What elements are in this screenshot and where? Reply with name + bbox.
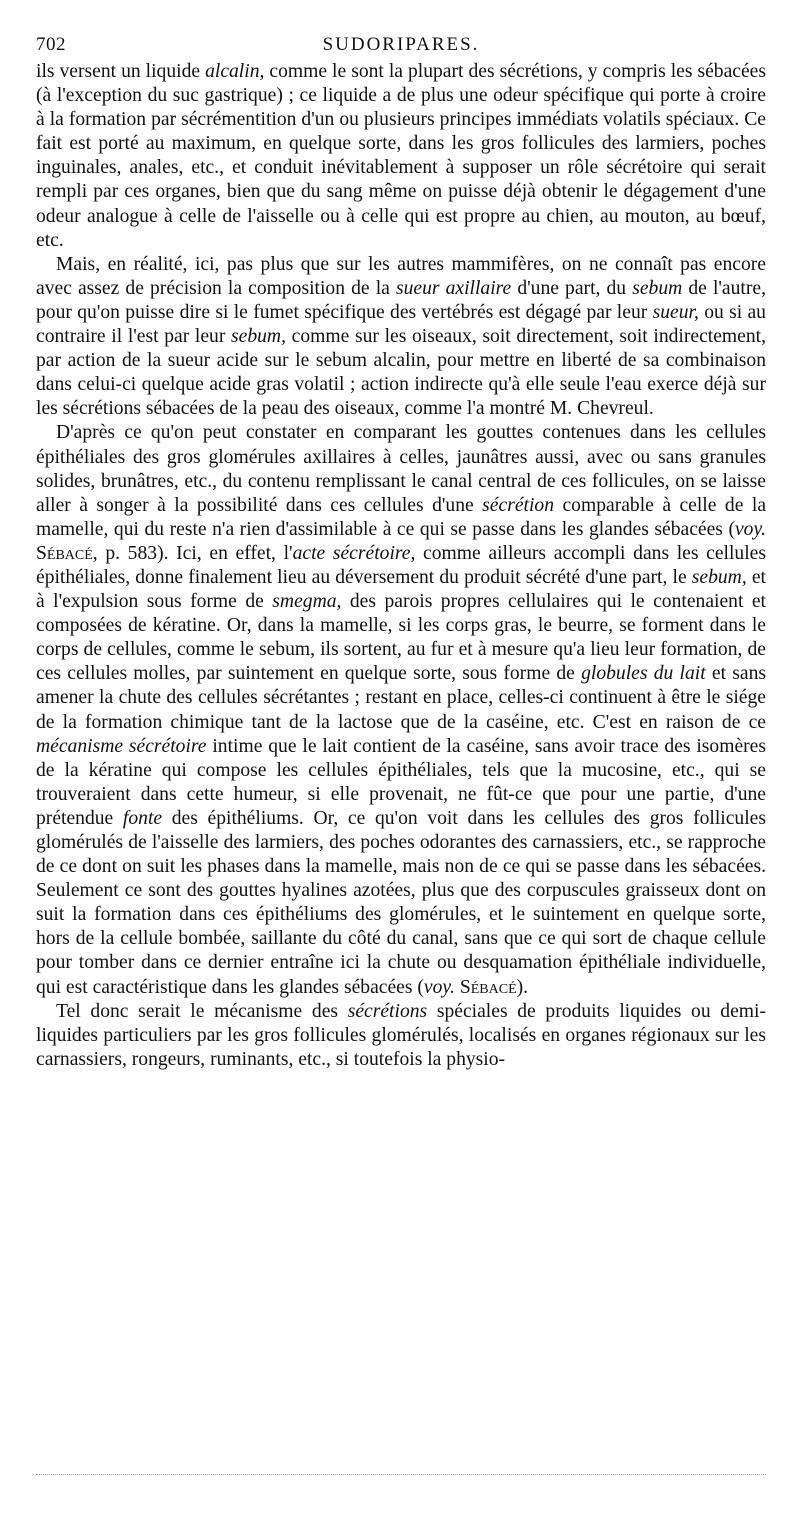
text-run: comme sur les oiseaux, soit directement, soit indirectement, par action de la sueur acide sur le sebum alcalin, pour mettre en liberté de sa combinaison dans celui-ci quelque acide gras volatil ; action indirecte qu'à elle seule l'eau exerce déjà sur les sécrétions sébacées de la peau des oiseaux, comme l'a montré M. Chevreul. xyxy=(36,326,766,420)
italic-text: voy. xyxy=(423,976,455,998)
text-run: et sans amener la chute des cellules sécrétantes ; restant en place, celles-ci continuent à être le siége de la formation chimique tant de la lactose que de la caséine, etc. C'est en raison de ce xyxy=(36,663,767,733)
italic-text: globules du lait xyxy=(581,663,706,685)
text-run: p. 583). Ici, en effet, l' xyxy=(97,542,293,564)
italic-text: fonte xyxy=(122,807,163,829)
text-run: ils versent un liquide xyxy=(36,61,206,82)
italic-text: sebum, xyxy=(231,326,286,348)
footer-rule xyxy=(36,1474,766,1475)
text-run: et à l'expulsion sous forme de xyxy=(36,566,766,613)
italic-text: smegma, xyxy=(272,591,342,613)
italic-text: sécrétion xyxy=(482,494,554,516)
italic-text: voy. xyxy=(734,518,766,540)
paragraph-1 xyxy=(36,60,766,253)
text-run: de l'autre, pour qu'on puisse dire si le fumet spécifique des vertébrés est dégagé par leur xyxy=(36,277,766,323)
small-caps-text: Sébacé xyxy=(459,976,517,998)
text-run: comme ailleurs accompli dans les cellules épithéliales, donne finalement lieu au déversement du produit sécrété d'une part, le xyxy=(36,542,766,588)
text-run: ). xyxy=(516,976,529,998)
text-run: d'une part, du xyxy=(511,277,633,299)
small-caps-text: Sébacé, xyxy=(36,542,98,564)
italic-text: sebum, xyxy=(691,566,747,588)
text-run: des épithéliums. Or, ce qu'on voit dans les cellules des gros follicules glomérulés de l'aisselle des larmiers, des poches odorantes des carnassiers, etc., se rapproche de ce dont on suit les phases dans la mamelle, mais non de ce qui se passe dans les sébacées. Seulement ce sont des gouttes hyalines azotées, plus que des corpuscules graisseux dont on suit la formation dans ces épithéliums des glomérules, et le suintement en quelque sorte, hors de la cellule bombée, saillante du côté du canal, sans que ce qui sort de chaque cellule pour tomber dans ce dernier entraîne ici la chute ou desquamation épithéliale individuelle, qui est caractéristique dans les glandes sébacées ( xyxy=(36,807,766,998)
text-run: D'après ce qu'on peut constater en comparant les gouttes contenues dans les cellules épithéliales des gros glomérules axillaires à celles, jaunâtres aussi, avec ou sans granules solides, brunâtres, etc., du contenu remplissant le canal central de ces follicules, on se laisse aller à songer à la possibilité dans ces cellules d'une xyxy=(36,422,766,516)
text-run: Tel donc serait le mécanisme des xyxy=(56,1000,348,1022)
text-run: Mais, en réalité, ici, pas plus que sur les autres mammifères, on ne connaît pas encore avec assez de précision la composition de la xyxy=(36,253,766,299)
text-run: comparable à celle de la mamelle, qui du reste n'a rien d'assimilable à ce qui se passe dans les glandes sébacées ( xyxy=(36,494,767,540)
text-run: ou si au contraire il l'est par leur xyxy=(36,301,766,348)
italic-text: mécanisme sécrétoire xyxy=(36,735,207,757)
paragraph-2 xyxy=(36,253,766,422)
book-page xyxy=(36,30,766,1072)
page-number: 702 xyxy=(36,34,66,55)
text-run: intime que le lait contient de la caséine, sans avoir trace des isomères de la kératine qui compose les cellules épithéliales, tels que la mucosine, etc., qui se trouveraient dans cette humeur, si elle provenait, ne fût-ce que pour une partie, d'une prétendue xyxy=(36,735,766,829)
italic-text: alcalin, xyxy=(205,61,265,82)
paragraph-3 xyxy=(36,421,766,999)
text-run: des parois propres cellulaires qui le contenaient et composées de kératine. Or, dans la mamelle, si les corps gras, le beurre, se forment dans le corps de cellules, comme le sebum, ils sortent, au fur et à mesure qu'a lieu leur formation, de ces cellules molles, par suintement en quelque sorte, sous forme de xyxy=(36,591,766,685)
text-run: comme le sont la plupart des sécrétions, y compris les sébacées (à l'exception du suc gastrique) ; ce liquide a de plus une odeur spécifique qui porte à croire à la formation par sécrémentition d'un ou plusieurs principes immédiats volatils spéciaux. Ce fait est porté au maximum, en quelque sorte, dans les gros follicules des larmiers, poches inguinales, anales, etc., et conduit inévitablement à supposer un rôle sécrétoire qui serait rempli par ces organes, bien que du sang même on puisse déjà obtenir le dégagement d'une odeur analogue à celle de l'aisselle ou à celle qui est propre au chien, au mouton, au bœuf, etc. xyxy=(36,61,766,251)
italic-text: sueur axillaire xyxy=(395,277,512,299)
italic-text: acte sécrétoire, xyxy=(292,542,416,564)
italic-text: sueur, xyxy=(652,301,699,323)
italic-text: sebum xyxy=(632,277,683,299)
text-run: spéciales de produits liquides ou demi-liquides particuliers par les gros follicules glomérulés, localisés en organes régionaux sur les carnassiers, rongeurs, ruminants, etc., si toutefois la physio- xyxy=(36,1000,767,1070)
body-text xyxy=(36,60,766,1072)
italic-text: sécrétions xyxy=(347,1000,428,1022)
paragraph-4 xyxy=(36,1000,766,1072)
running-head: SUDORIPARES. xyxy=(322,34,480,55)
page-header xyxy=(36,30,766,60)
